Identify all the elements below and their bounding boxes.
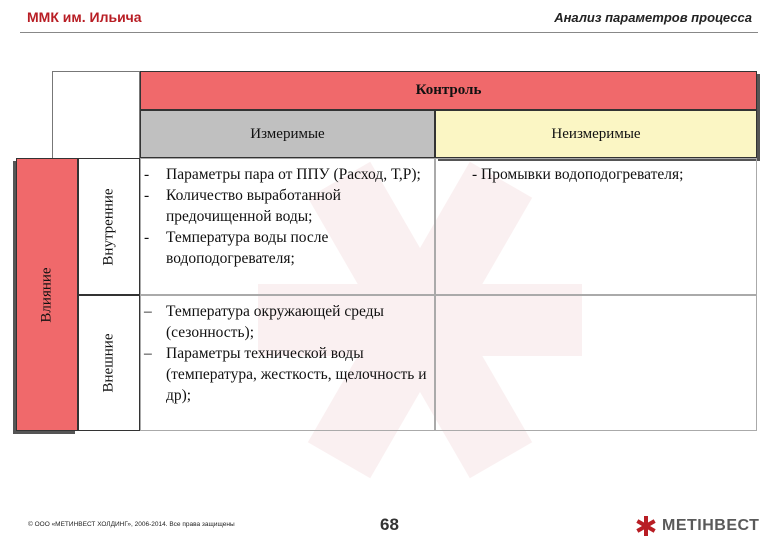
external-row-header [78,295,140,431]
table-corner-cell [52,71,140,159]
internal-measurable-list [140,164,440,269]
page-number: 68 [380,515,399,534]
copyright-text: © ООО «МЕТИНВЕСТ ХОЛДИНГ», 2006-2014. Все права защищены [28,521,235,528]
list-item: – Температура окружающей среды (сезонность); [144,303,384,341]
internal-unmeasurable-list [446,164,746,185]
influence-row-header [16,158,78,431]
header-divider [20,32,758,33]
logo-text: МЕТІНВЕСТ [662,517,760,534]
list-item: - Промывки водоподогревателя; [472,166,684,183]
metinvest-logo-icon [636,516,656,536]
metinvest-logo [636,516,759,536]
list-item: - Количество выработанной предочищенной воды; [144,187,341,225]
external-unmeasurable-cell [435,295,757,431]
list-item: - Параметры пара от ППУ (Расход, Т,Р); [144,166,421,183]
list-item: – Параметры технической воды (температура, жесткость, щелочность и др); [144,345,427,404]
control-header: Контроль [140,71,757,110]
slide-title: Анализ параметров процесса [554,10,752,25]
list-item: - Температура воды после водоподогревателя; [144,229,329,267]
internal-row-header [78,158,140,295]
measurable-header: Измеримые [140,110,435,158]
internal-label: Внутренние [100,187,117,266]
unmeasurable-header: Неизмеримые [435,110,757,158]
external-measurable-list [140,301,440,406]
company-name: ММК им. Ильича [27,9,142,25]
external-label: Внешние [100,333,117,393]
influence-label: Влияние [38,266,55,323]
